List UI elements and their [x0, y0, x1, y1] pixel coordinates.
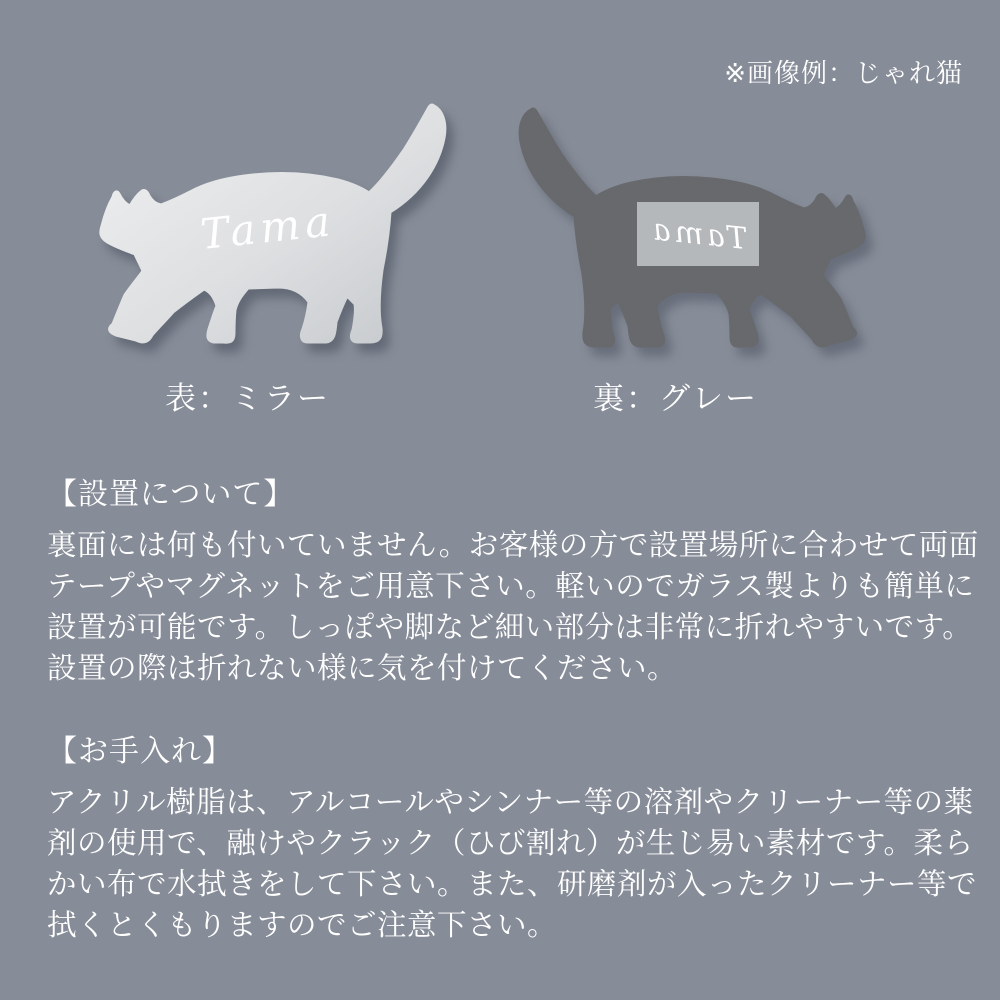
front-variant-label: 表：ミラー: [165, 381, 330, 416]
care-section: [47, 731, 978, 946]
engraving-name-front: Tama: [198, 196, 338, 259]
installation-text-line: 設置の際は折れない様に気を付けてください。: [47, 652, 678, 685]
back-variant-label: 裏：グレー: [593, 381, 758, 416]
installation-text-line: 裏面には何も付いていません。お客様の方で設置場所に合わせて両面: [47, 529, 979, 562]
care-heading: 【お手入れ】: [47, 735, 233, 768]
installation-text-line: 設置が可能です。しっぽや脚など細い部分は非常に折れやすいです。: [47, 611, 973, 644]
installation-section: [47, 474, 979, 689]
care-text-line: 剤の使用で、融けやクラック（ひび割れ）が生じ易い素材です。柔ら: [47, 827, 974, 860]
care-text-line: アクリル樹脂は、アルコールやシンナー等の溶剤やクリーナー等の薬: [47, 786, 974, 819]
care-text-line: かい布で水拭きをして下さい。また、研磨剤が入ったクリーナー等で: [47, 868, 978, 901]
engraving-name-back-mirrored: Tama: [647, 211, 749, 258]
cat-silhouette-front-mirror: [98, 100, 458, 350]
installation-text-line: テープやマグネットをご用意下さい。軽いのでガラス製よりも簡単に: [47, 570, 975, 603]
image-example-note: ※画像例：じゃれ猫: [724, 58, 963, 88]
installation-heading: 【設置について】: [47, 478, 295, 511]
cat-silhouette-back-gray: [507, 104, 867, 354]
care-text-line: 拭くとくもりますのでご注意下さい。: [47, 909, 558, 942]
